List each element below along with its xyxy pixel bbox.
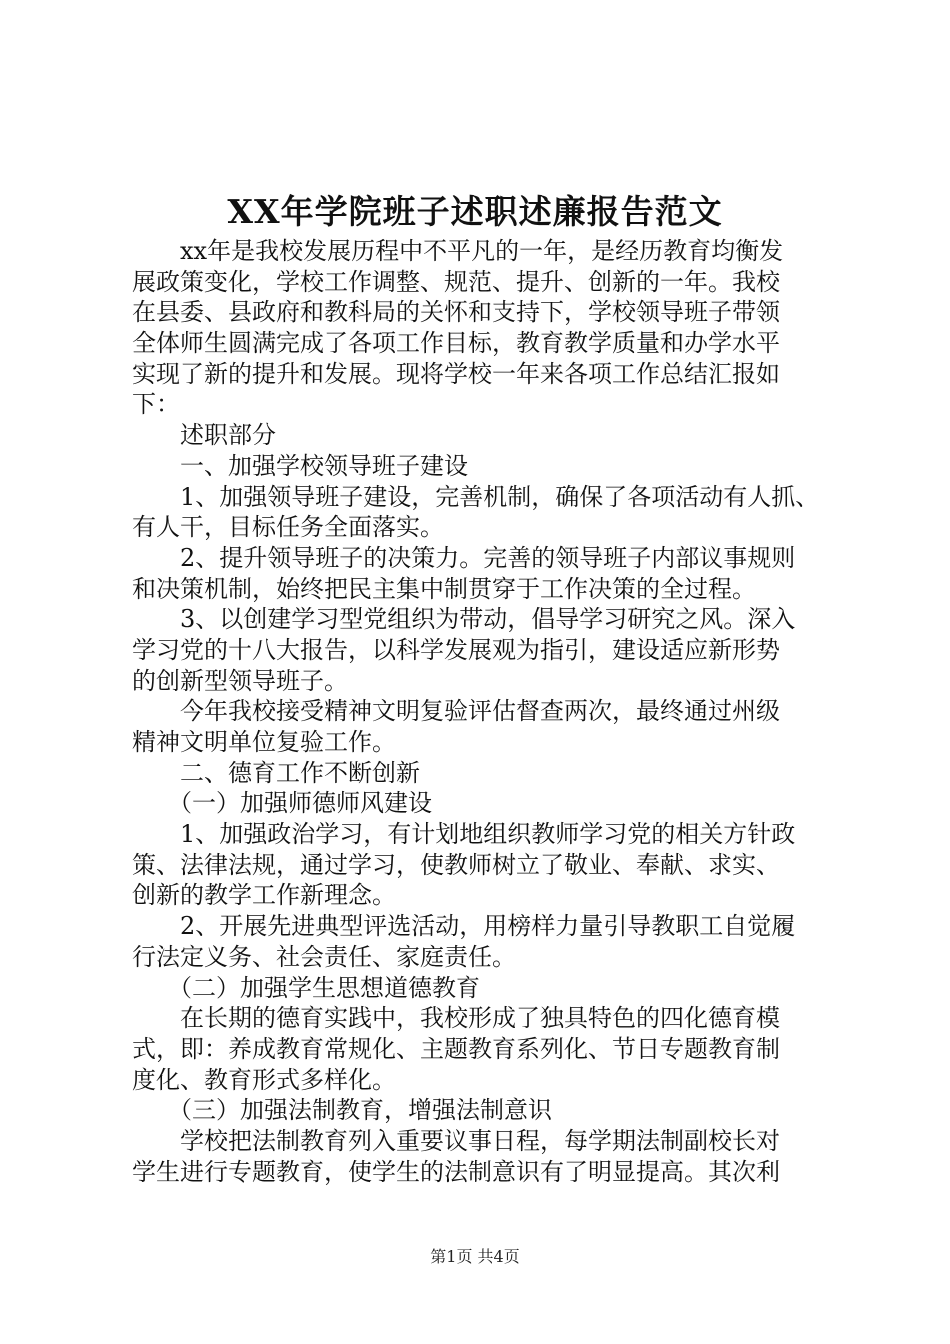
body-line: 和决策机制，始终把民主集中制贯穿于工作决策的全过程。 bbox=[132, 574, 756, 603]
body-line: （二）加强学生思想道德教育 bbox=[132, 973, 480, 1002]
body-line: 式，即：养成教育常规化、主题教育系列化、节日专题教育制 bbox=[132, 1034, 780, 1063]
body-line: 策、法律法规，通过学习，使教师树立了敬业、奉献、求实、 bbox=[132, 850, 780, 879]
body-line: 下： bbox=[132, 390, 180, 419]
body-line: 在县委、县政府和教科局的关怀和支持下，学校领导班子带领 bbox=[132, 298, 780, 327]
body-line: 2、提升领导班子的决策力。完善的领导班子内部议事规则 bbox=[132, 543, 796, 572]
body-line: 度化、教育形式多样化。 bbox=[132, 1065, 396, 1094]
body-line: 今年我校接受精神文明复验评估督查两次，最终通过州级 bbox=[132, 697, 780, 726]
body-line: 展政策变化，学校工作调整、规范、提升、创新的一年。我校 bbox=[132, 267, 780, 296]
body-line: 全体师生圆满完成了各项工作目标，教育教学质量和办学水平 bbox=[132, 329, 780, 358]
body-line: 学习党的十八大报告，以科学发展观为指引，建设适应新形势 bbox=[132, 635, 780, 664]
body-line: 精神文明单位复验工作。 bbox=[132, 728, 396, 756]
body-line: 1、加强政治学习，有计划地组织教师学习党的相关方针政 bbox=[132, 820, 796, 849]
body-line: 有人干，目标任务全面落实。 bbox=[132, 513, 444, 542]
page-footer: 第1页 共4页 bbox=[430, 1247, 520, 1266]
body-line: 在长期的德育实践中，我校形成了独具特色的四化德育模 bbox=[132, 1004, 780, 1033]
body-line: 学生进行专题教育，使学生的法制意识有了明显提高。其次利 bbox=[132, 1157, 780, 1186]
body-line: （三）加强法制教育，增强法制意识 bbox=[132, 1096, 552, 1125]
body-line: 2、开展先进典型评选活动，用榜样力量引导教职工自觉履 bbox=[132, 912, 796, 941]
body-line: 一、加强学校领导班子建设 bbox=[132, 451, 468, 480]
body-line: 二、德育工作不断创新 bbox=[132, 758, 420, 787]
body-line: 创新的教学工作新理念。 bbox=[132, 881, 396, 910]
body-line: 实现了新的提升和发展。现将学校一年来各项工作总结汇报如 bbox=[132, 359, 780, 388]
body-line: 学校把法制教育列入重要议事日程，每学期法制副校长对 bbox=[132, 1126, 780, 1155]
body-line: 1、加强领导班子建设，完善机制，确保了各项活动有人抓、 bbox=[132, 482, 820, 511]
body-line: （一）加强师德师风建设 bbox=[132, 789, 432, 818]
body-line: 的创新型领导班子。 bbox=[132, 666, 348, 695]
body-line: xx年是我校发展历程中不平凡的一年，是经历教育均衡发 bbox=[132, 237, 784, 265]
document-title: XX年学院班子述职述廉报告范文 bbox=[227, 192, 723, 231]
body-line: 行法定义务、社会责任、家庭责任。 bbox=[132, 942, 516, 971]
body-line: 述职部分 bbox=[132, 421, 276, 450]
body-line: 3、以创建学习型党组织为带动，倡导学习研究之风。深入 bbox=[132, 605, 796, 634]
document-body bbox=[132, 236, 822, 1187]
